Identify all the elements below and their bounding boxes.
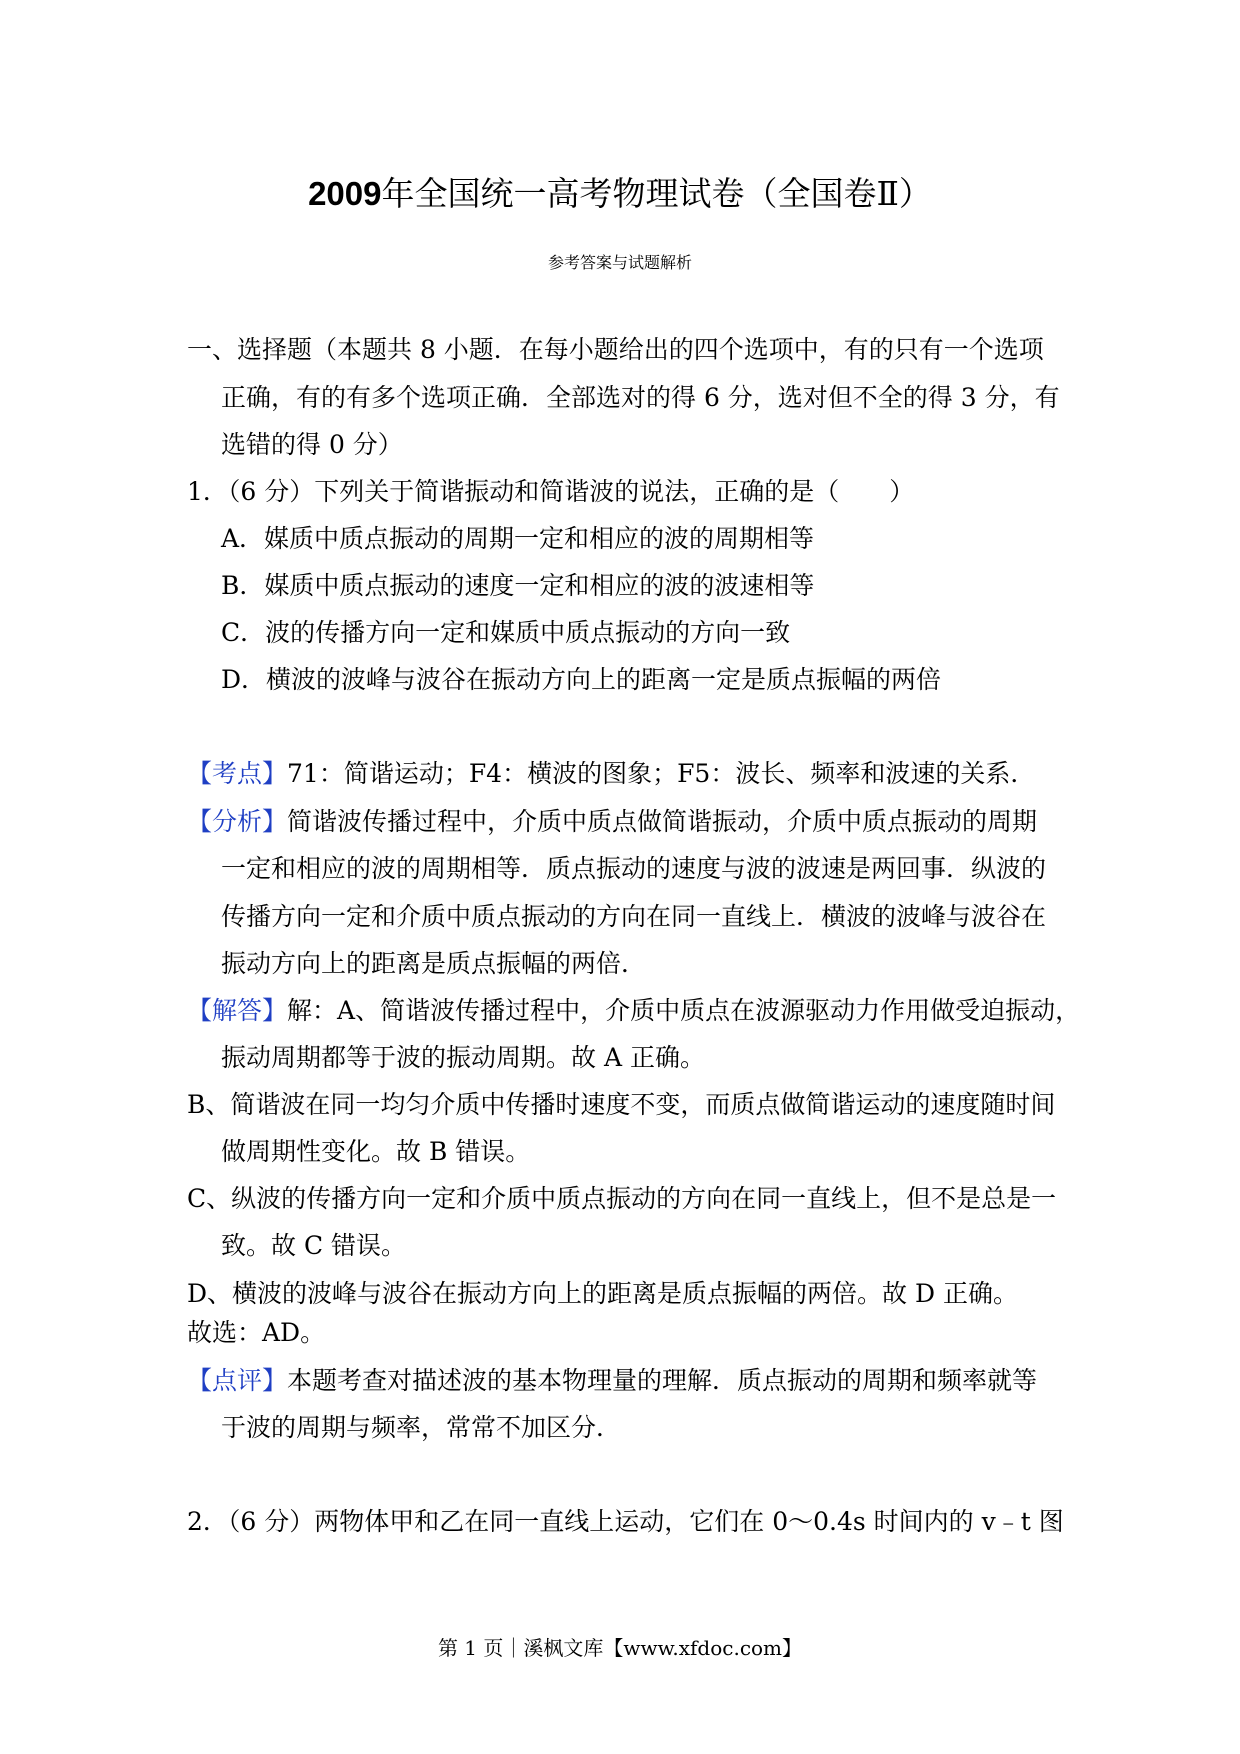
fenxi-line-3: 传播方向一定和介质中质点振动的方向在同一直线上．横波的波峰与波谷在 xyxy=(221,902,1047,931)
fenxi-tag: 【分析】 xyxy=(187,807,288,836)
jieda-line-4: 做周期性变化。故 B 错误。 xyxy=(221,1137,531,1166)
page-title xyxy=(0,172,1240,216)
fenxi-line-1 xyxy=(187,805,1037,839)
fenxi-line-4: 振动方向上的距离是质点振幅的两倍． xyxy=(221,949,647,978)
section-heading-line-2: 正确，有的有多个选项正确．全部选对的得 6 分，选对但不全的得 3 分，有 xyxy=(221,383,1060,412)
dianping-line-2: 于波的周期与频率，常常不加区分． xyxy=(221,1413,622,1442)
jieda-line-2: 振动周期都等于波的振动周期。故 A 正确。 xyxy=(221,1043,705,1072)
page-footer: 第 1 页｜溪枫文库【www.xfdoc.com】 xyxy=(437,1636,803,1660)
question-1-option-c: C．波的传播方向一定和媒质中质点振动的方向一致 xyxy=(221,618,791,647)
page-subtitle: 参考答案与试题解析 xyxy=(547,253,692,272)
fenxi-line-2: 一定和相应的波的周期相等．质点振动的速度与波的波速是两回事．纵波的 xyxy=(221,854,1047,883)
kaodian-line xyxy=(187,757,1035,791)
jieda-answer: 故选：AD。 xyxy=(187,1318,326,1347)
title-year: 2009 xyxy=(308,175,382,212)
kaodian-tag: 【考点】 xyxy=(187,759,288,788)
question-1-stem: 1．（6 分）下列关于简谐振动和简谐波的说法，正确的是（ ） xyxy=(187,477,915,506)
dianping-line-1 xyxy=(187,1364,1037,1398)
question-1-option-a: A．媒质中质点振动的周期一定和相应的波的周期相等 xyxy=(221,524,815,553)
fenxi-text-1: 简谐波传播过程中，介质中质点做简谐振动，介质中质点振动的周期 xyxy=(287,807,1038,836)
question-1-option-d: D．横波的波峰与波谷在振动方向上的距离一定是质点振幅的两倍 xyxy=(221,665,942,694)
jieda-line-1 xyxy=(187,994,1080,1028)
question-2-stem: 2．（6 分）两物体甲和乙在同一直线上运动，它们在 0～0.4s 时间内的 v﹣t 图 xyxy=(187,1507,1064,1536)
jieda-line-6: 致。故 C 错误。 xyxy=(221,1231,407,1260)
kaodian-text: 71：简谐运动；F4：横波的图象；F5：波长、频率和波速的关系． xyxy=(287,759,1036,788)
section-heading-line-3: 选错的得 0 分） xyxy=(221,430,403,459)
title-text: 年全国统一高考物理试卷（全国卷Ⅱ） xyxy=(381,174,932,213)
section-heading-line-1: 一、选择题（本题共 8 小题．在每小题给出的四个选项中，有的只有一个选项 xyxy=(187,335,1044,364)
jieda-tag: 【解答】 xyxy=(187,996,288,1025)
dianping-tag: 【点评】 xyxy=(187,1366,288,1395)
jieda-line-7: D、横波的波峰与波谷在振动方向上的距离是质点振幅的两倍。故 D 正确。 xyxy=(187,1279,1018,1308)
dianping-text-1: 本题考查对描述波的基本物理量的理解．质点振动的周期和频率就等 xyxy=(287,1366,1038,1395)
jieda-text-1: 解：A、简谐波传播过程中，介质中质点在波源驱动力作用做受迫振动， xyxy=(287,996,1081,1025)
jieda-line-3: B、简谐波在同一均匀介质中传播时速度不变，而质点做简谐运动的速度随时间 xyxy=(187,1090,1056,1119)
jieda-line-5: C、纵波的传播方向一定和介质中质点振动的方向在同一直线上，但不是总是一 xyxy=(187,1184,1057,1213)
question-1-option-b: B．媒质中质点振动的速度一定和相应的波的波速相等 xyxy=(221,571,815,600)
